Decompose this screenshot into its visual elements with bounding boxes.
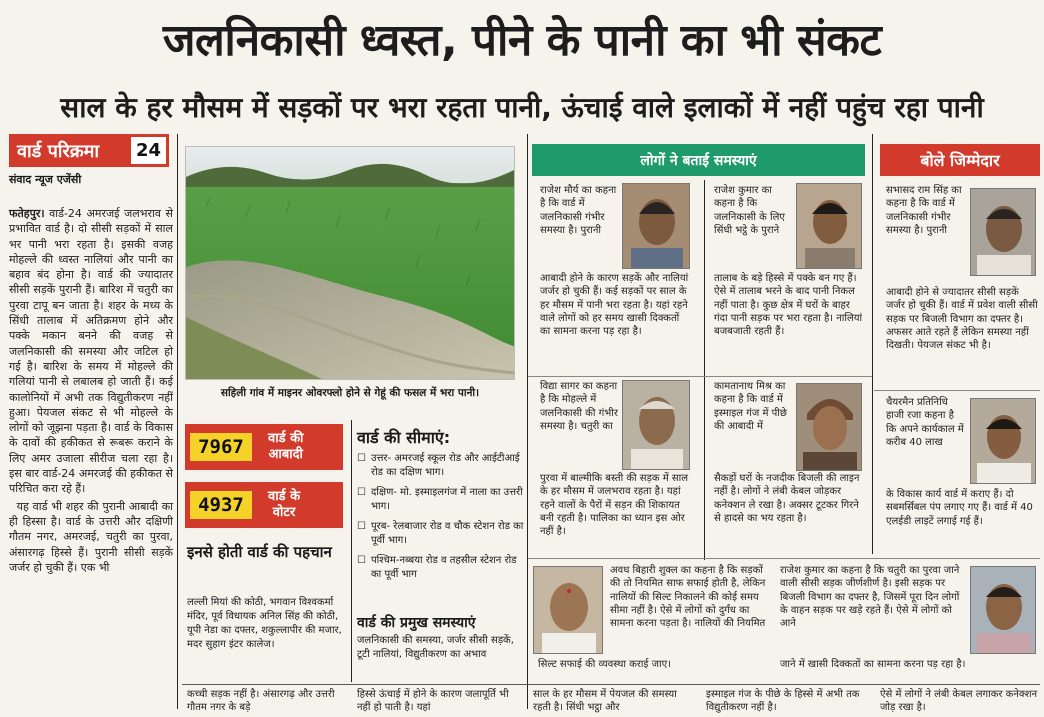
official-quote-intro: सभासद राम सिंह का कहना है कि वार्ड में जलनिकासी गंभीर समस्या है। पुरानी (886, 185, 962, 236)
landmarks-text: लल्ली मियां की कोठी, भगवान विश्वकर्मा मंदिर, पूर्व विधायक अनिल सिंह की कोठी, यूपी नेडा का दफ्तर, शकुल्लापीर की मजार, मदर सुहाग इंटर कालेज। (187, 597, 342, 650)
continuation-text: कच्ची सड़क नहीं है। अंसारगढ़ और उत्तरी गौतम नगर के बड़े (187, 689, 335, 713)
official-quote-body: जाने में खासी दिक्कतों का सामना करना पड़ रहा है। (780, 659, 966, 670)
headline: जलनिकासी ध्वस्त, पीने के पानी का भी संकट (162, 15, 882, 66)
section-number: 24 (131, 137, 166, 164)
voters-value: 4937 (190, 491, 252, 519)
quote-body: आबादी होने के कारण सड़कें और नालियां जर्जर हो चुकी हैं। कई सड़कों पर साल के हर मौसम में पानी भरा रहता है। यहां रहने वाले लोगों को हर समय खासी दिक्कतों का सामना करना पड़ रहा है। (540, 273, 689, 338)
section-tag (9, 134, 169, 167)
portrait-photo (622, 380, 690, 470)
boundaries-list (357, 452, 527, 588)
portrait-photo (970, 566, 1036, 654)
portrait-photo (970, 398, 1036, 484)
problems-title: वार्ड की प्रमुख समस्याएं (357, 615, 476, 631)
portrait-photo (796, 183, 862, 269)
voters-stat (185, 482, 343, 528)
column-rule (527, 134, 528, 709)
column-rule (704, 180, 705, 560)
photo-caption: सहिली गांव में माइनर ओवरफ्लो होने से गेहूं की फसल में भरा पानी। (220, 387, 480, 399)
section-label: वार्ड परिक्रमा (17, 140, 100, 162)
quote-intro: अवध बिहारी शुक्ल का कहना है कि सड़कों की तो नियमित साफ सफाई होती है, लेकिन नालियों की सिल्ट निकालने की कोई समय सीमा नहीं है। ऐसे में लोगों को दुर्गंध का सामना करना पड़ता है। नालियों की नियमित (610, 565, 766, 630)
subheadline: साल के हर मौसम में सड़कों पर भरा रहता पानी, ऊंचाई वाले इलाकों में नहीं पहुंच रहा पानी (60, 91, 984, 124)
portrait-photo (533, 566, 603, 654)
population-stat (185, 424, 343, 470)
column-rule (177, 134, 178, 709)
row-rule (528, 376, 872, 377)
quote-intro: कामतानाथ मिश्र का कहना है कि वार्ड में इस्माइल गंज में पीछे की आबादी में (714, 381, 787, 432)
officials-banner: बोले जिम्मेदार (880, 144, 1040, 176)
main-story (9, 206, 173, 577)
population-label: वार्ड की आबादी (268, 431, 304, 462)
continuation-text: ऐसे में लोगों ने लंबी केबल लगाकर कनेक्शन जोड़ रखा है। (880, 689, 1038, 713)
problems-text: जलनिकासी की समस्या, जर्जर सीसी सड़कें, टूटी नालियां, विद्युतीकरण का अभाव (357, 635, 514, 660)
quote-intro: राजेश मौर्य का कहना है कि वार्ड में जलनिकासी गंभीर समस्या है। पुरानी (540, 185, 617, 236)
continuation-text: हिस्से ऊंचाई में होने के कारण जलापूर्ति भी नहीं हो पाती है। यहां (357, 689, 509, 713)
row-rule (874, 390, 1040, 391)
quote-intro: राजेश कुमार का कहना है कि जलनिकासी के लिए सिंधी भट्ठे के पुराने (714, 185, 785, 236)
story-paragraph: यह वार्ड भी शहर की पुरानी आबादी का ही हिस्सा है। वार्ड के उत्तरी और दक्षिणी गौतम नगर, अमरजई, चतुरी का पुरवा, अंसारगढ़ हिस्से हैं। पुरानी सीसी सड़कें जर्जर हो चुकी हैं। एक भी (9, 499, 174, 574)
voters-label: वार्ड के वोटर (268, 489, 301, 520)
quote-body: तालाब के बड़े हिस्से में पक्के बन गए हैं। ऐसे में तालाब भरने के बाद पानी निकल नहीं पाता है। कुछ क्षेत्र में घरों के बाहर गंदा पानी सड़क पर भरा रहता है। नालियां बजबजाती रहती हैं। (714, 273, 863, 338)
official-quote-intro: चैयरमैन प्रतिनिधि हाजी रजा कहना है कि अपने कार्यकाल में करीब 40 लाख (886, 397, 964, 448)
portrait-photo (796, 383, 862, 471)
continuation-text: इस्माइल गंज के पीछे के हिस्से में अभी तक विद्युतीकरण नहीं है। (706, 689, 860, 713)
boundaries-title: वार्ड की सीमाएं: (357, 428, 451, 447)
population-value: 7967 (190, 433, 252, 461)
boundary-item: ☐ दक्षिण- मो. इस्माइलगंज में नाला का उत्तरी भाग। (357, 486, 527, 513)
landmarks-title: इनसे होती वार्ड की पहचान (187, 543, 332, 561)
continuation-text: साल के हर मौसम में पेयजल की समस्या रहती है। सिंधी भट्ठा और (533, 689, 677, 713)
column-rule (351, 420, 352, 682)
quote-body: पुरवा में बाल्मीकि बस्ती की सड़क में साल के हर मौसम में जलभराव रहता है। यहां रहने वालों के पैरों में सड़न की शिकायत बनी रहती है। पालिका का ध्यान इस ओर नहीं है। (540, 473, 689, 538)
official-quote-intro: राजेश कुमार का कहना है कि चतुरी का पुरवा जाने वाली सीसी सड़क जीर्णशीर्ण है। इसी सड़क पर बिजली विभाग का दफ्तर है, जिसमें पूरा दिन लोगों के वाहन सड़क पर खड़े रहते हैं। ऐसे में लोगों को आने (780, 565, 960, 630)
byline: संवाद न्यूज एजेंसी (9, 173, 82, 186)
news-photo (185, 146, 515, 380)
column-rule (872, 134, 873, 554)
official-quote-body: आबादी होने से ज्यादातर सीसी सड़कें जर्जर हो चुकी हैं। वार्ड में प्रवेश वाली सीसी सड़क पर बिजली विभाग का दफ्तर है। अफसर आते रहते हैं लेकिन समस्या नहीं दिखती। पेयजल संकट भी है। (886, 287, 1038, 352)
portrait-photo (622, 183, 690, 269)
quote-body: सैकड़ों घरों के नजदीक बिजली की लाइन नहीं है। लोगों ने लंबी केबल जोड़कर कनेक्शन ले रखा है। अक्सर टूटकर गिरने से हादसे का भय रहता है। (714, 473, 860, 524)
boundary-item: ☐ पूरब- रेलबाजार रोड व चौक स्टेशन रोड का पूर्वी भाग। (357, 520, 527, 547)
row-rule (528, 558, 1040, 559)
quote-body: सिल्ट सफाई की व्यवस्था कराई जाए। (538, 659, 671, 670)
boundary-item: ☐ पश्चिम-नब्बया रोड व तहसील स्टेशन रोड का पूर्वी भाग (357, 554, 527, 581)
quote-intro: विद्या सागर का कहना है कि मोहल्ले में जलनिकासी की गंभीर समस्या है। चतुरी का (540, 381, 618, 432)
people-banner: लोगों ने बताई समस्याएं (532, 144, 865, 176)
official-quote-body: के विकास कार्य वार्ड में कराए हैं। दो सबमर्सिबल पंप लगाए गए हैं। वार्ड में 40 एलईडी लाइटें लगाई गई हैं। (886, 489, 1033, 527)
row-rule (182, 684, 1040, 685)
portrait-photo (970, 188, 1036, 276)
story-paragraph: फतेहपुर। वार्ड-24 अमरजई जलभराव से प्रभावित वार्ड है। दो सीसी सड़कों में साल भर पानी भरा रहता है। इसकी वजह मोहल्ले की ध्वस्त नालियां और पानी का बहाव बंद होना है। वार्ड की ज्यादातर सीसी सड़कें पुरानी हैं। बारिश में चतुरी का पुरवा टापू बन जाता है। शहर के मध्य के सिंधी तालाब में अतिक्रमण होने और पक्के मकान बनने की वजह से जलनिकासी की समस्या और जटिल हो गई है। बारिश के समय में मोहल्ले की गलियां पानी से लबालब हो जाती हैं। कई कालोनियों में अभी तक विद्युतीकरण नहीं हुआ। पेयजल संकट से भी मोहल्ले के लोगों को जूझना पड़ता है। वार्ड के विकास के दावों की हकीकत से रूबरू कराने के लिए अमर उजाला सीरीज चला रहा है। इस बार वार्ड-24 अमरजई की हकीकत से परिचित करा रहे हैं। (9, 207, 173, 496)
boundary-item: ☐ उत्तर- अमरजई स्कूल रोड और आईटीआई रोड का दक्षिण भाग। (357, 452, 527, 479)
